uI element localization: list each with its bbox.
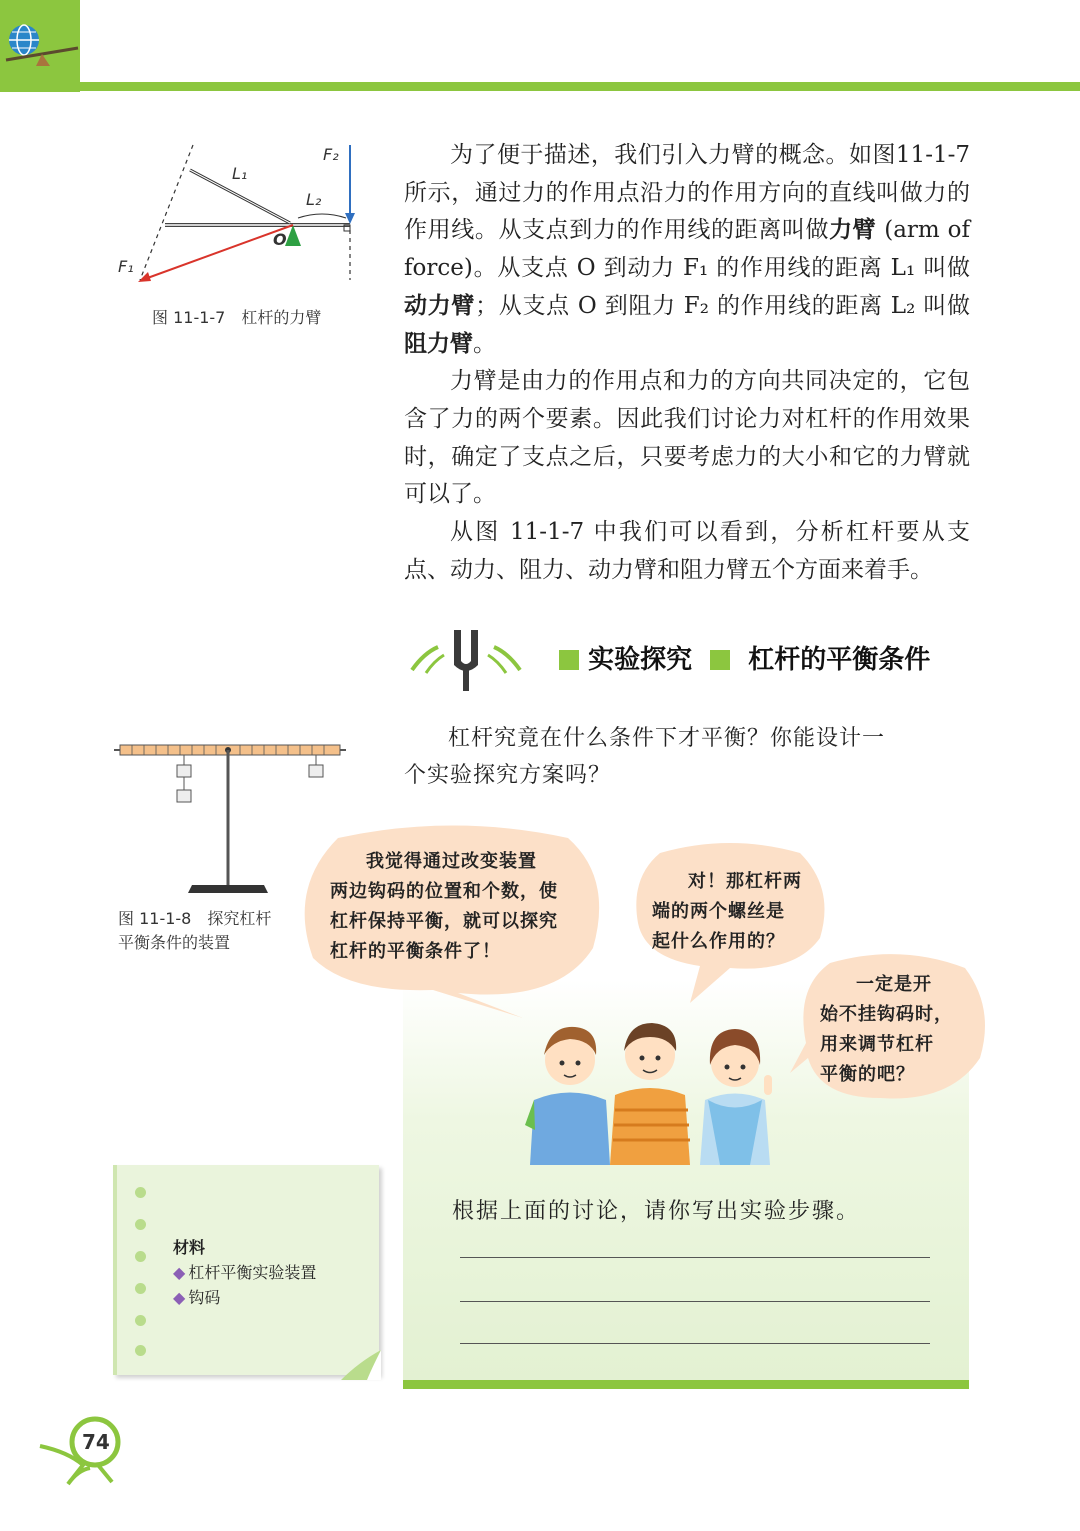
paragraph-1: 为了便于描述，我们引入力臂的概念。如图11-1-7所示，通过力的作用点沿力的作用方向的直线叫做力的作用线。从支点到力的作用线的距离叫做力臂 (arm of force)。从支点 O 到动力 F₁ 的作用线的距离 L₁ 叫做动力臂；从支点 O 到阻力 F₂ 的作用线的距离 L₂ 叫做阻力臂。: [404, 142, 970, 357]
answer-line-2[interactable]: [460, 1301, 930, 1302]
figure-label-f1: F₁: [118, 257, 134, 276]
experiment-heading: [404, 625, 970, 695]
materials-item: ◆ 杠杆平衡实验装置: [173, 1263, 317, 1282]
binder-dot: [135, 1345, 146, 1356]
speech-bubble-1-text: 我觉得通过改变装置 两边钩码的位置和个数，使 杠杆保持平衡，就可以探究 杠杆的平衡条件了！: [330, 851, 558, 962]
figure-label-l2: L₂: [306, 190, 322, 209]
box-bottom-rule: [403, 1380, 969, 1389]
answer-line-1[interactable]: [460, 1257, 930, 1258]
experiment-topic: 杠杆的平衡条件: [748, 645, 931, 675]
binder-dot: [135, 1251, 146, 1262]
materials-card: [113, 1165, 381, 1380]
student-middle-icon: [610, 1023, 690, 1165]
page-number-badge: [38, 1410, 138, 1490]
body-text: [404, 137, 970, 589]
diamond-bullet-icon: ◆: [173, 1288, 186, 1307]
term-load-arm: 阻力臂: [404, 330, 473, 357]
experiment-section: 实验探究: [588, 645, 693, 675]
term-effort-arm: 动力臂: [404, 292, 476, 319]
diamond-bullet-icon: ◆: [173, 1263, 186, 1282]
materials-item: ◆ 钩码: [173, 1288, 221, 1307]
binder-dot: [135, 1283, 146, 1294]
green-square-marker: [710, 650, 730, 670]
paragraph-2: 力臂是由力的作用点和力的方向共同决定的，它包含了力的两个要素。因此我们讨论力对杠杆的作用效果时，确定了支点之后，只要考虑力的大小和它的力臂就可以了。: [404, 368, 970, 508]
speech-bubble-3-text: 一定是开 始不挂钩码时， 用来调节杠杆 平衡的吧？: [820, 974, 953, 1085]
figure-8-caption: 图 11-1-8 探究杠杆 平衡条件的装置: [118, 909, 272, 952]
header-line: [80, 82, 1080, 91]
page-curl-icon: [341, 1350, 381, 1380]
figure-label-o: O: [273, 230, 287, 249]
answer-line-3[interactable]: [460, 1343, 930, 1344]
binder-dot: [135, 1219, 146, 1230]
green-square-marker: [559, 650, 579, 670]
paragraph-3: 从图 11-1-7 中我们可以看到，分析杠杆要从支点、动力、阻力、动力臂和阻力臂五个方面来着手。: [404, 519, 970, 583]
header-bar: [0, 0, 1080, 92]
materials-heading: 材料: [173, 1238, 206, 1257]
student-left-icon: [525, 1027, 610, 1165]
experiment-title: [559, 639, 930, 676]
page-number: 74: [82, 1430, 110, 1454]
students-illustration: [520, 1015, 780, 1165]
instruction-text: 根据上面的讨论，请你写出实验步骤。: [452, 1199, 861, 1224]
student-right-icon: [700, 1029, 772, 1165]
figure-7-caption: 图 11-1-7 杠杆的力臂: [152, 308, 322, 327]
binder-dot: [135, 1187, 146, 1198]
term-arm-of-force: 力臂: [829, 217, 877, 244]
tuning-fork-icon: [404, 625, 554, 695]
speech-bubble-2-text: 对！那杠杆两 端的两个螺丝是 起什么作用的？: [652, 871, 802, 952]
figure-label-l1: L₁: [232, 164, 248, 183]
binder-dot: [135, 1315, 146, 1326]
globe-lever-icon: [4, 20, 80, 72]
experiment-question: 杠杆究竟在什么条件下才平衡？你能设计一 个实验探究方案吗？: [404, 726, 886, 788]
figure-label-f2: F₂: [323, 145, 339, 164]
